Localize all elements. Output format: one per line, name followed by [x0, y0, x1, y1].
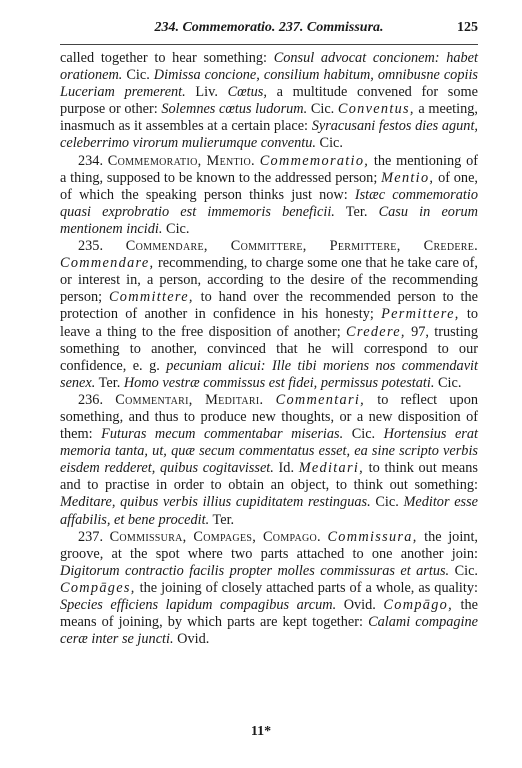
text-segment: recommending, to charge some one that he take care of, or interest in, a person, according to the desire of the recommending person; — [60, 255, 478, 306]
text-segment: Credere, — [346, 323, 406, 340]
paragraph-continued — [60, 50, 478, 153]
text-segment: Commentari, — [275, 391, 365, 408]
text-segment: Ovid. — [173, 631, 210, 648]
text-segment: Calami compagine ceræ inter se juncti. — [60, 614, 478, 648]
text-segment: Cic. — [315, 135, 343, 152]
text-segment: to think out means and to practise in order to obtain an object, to think out something: — [60, 460, 478, 494]
text-segment: 97, trusting something to another, convinced that he will correspond to our confidence, e. g. — [60, 323, 478, 374]
text-segment: Meditor esse affabilis, et bene procedit. — [60, 494, 479, 528]
text-segment: Compāges, — [60, 579, 136, 596]
page-body — [60, 50, 478, 648]
text-segment: Cic. — [162, 220, 190, 237]
text-segment: the mentioning of a thing, supposed to be known to the addressed person; — [60, 152, 478, 186]
text-segment: Cœtus, — [227, 84, 267, 101]
text-segment: Commentari, Meditari. — [115, 391, 264, 408]
text-segment: Commissura, — [327, 528, 418, 545]
text-segment: of one, of which the speaking person thinks just now: — [60, 169, 478, 203]
entry-237 — [60, 529, 478, 649]
text-segment: a meeting, inasmuch as it assembles at a certain place: — [60, 101, 478, 135]
text-segment: Consul advocat concionem: habet orationem. — [60, 50, 479, 84]
text-segment: 235. — [78, 238, 126, 255]
text-segment: Homo vestræ commissus est fidei, permissus potestati. — [123, 374, 435, 391]
text-segment: Commemoratio, — [259, 152, 370, 169]
text-segment: pecuniam alicui: Ille tibi moriens nos commendavit senex. — [60, 357, 478, 391]
text-segment: 234. — [78, 152, 108, 169]
text-segment: Cic. — [370, 494, 404, 511]
text-segment: Conventus, — [337, 101, 415, 118]
text-segment: Species efficiens lapidum compagibus arcum. — [60, 597, 337, 613]
text-segment: Digitorum contractio facilis propter molles commissuras et artus. — [60, 562, 450, 579]
header-rule — [60, 44, 478, 45]
text-segment: Hortensius erat memoria tanta, ut, quæ secum commentatus esset, ea sine scripto verbis eisdem redderet, quibus cogitavisset. — [60, 426, 478, 477]
text-segment: Syracusani festos dies agunt, celeberrimo virorum mulierumque conventu. — [60, 118, 478, 152]
text-segment: Istæc commemoratio quasi exprobratio est immemoris beneficii. — [60, 186, 478, 220]
text-segment: Casu in eorum mentionem incidi. — [60, 203, 478, 237]
running-header — [60, 20, 478, 36]
text-segment: called together to hear something: — [60, 50, 274, 66]
entry-235 — [60, 238, 478, 392]
text-segment: 236. — [78, 391, 116, 408]
text-segment: Id. — [273, 460, 299, 477]
text-segment: Ter. — [334, 203, 379, 220]
text-segment: to reflect upon something, and thus to produce new thoughts, or a new disposition of them: — [60, 391, 479, 443]
text-segment: a multitude convened for some purpose or other: — [60, 84, 478, 118]
entry-234 — [60, 153, 478, 238]
text-segment: Commissura, Compages, Compago. — [109, 528, 321, 545]
text-segment: Commendare, Committere, Permittere, Credere. — [125, 238, 479, 255]
text-segment: Solemnes cœtus ludorum. — [161, 101, 308, 118]
text-segment: Cic. — [122, 67, 154, 84]
text-segment: to hand over the recommended person to the protection of another in confidence in his honesty; — [60, 289, 478, 323]
text-segment: Cic. — [307, 101, 338, 118]
signature-mark: 11* — [250, 724, 272, 739]
text-segment: the joint, groove, at the spot where two parts attached to one another join: — [60, 528, 478, 562]
text-segment: Cic. — [434, 374, 462, 391]
text-segment: Dimissa concione, consilium habitum, omnibusne copiis Luceriam premerent. — [60, 67, 478, 101]
text-segment: Committere, — [108, 289, 194, 306]
text-segment: Cic. — [343, 426, 384, 443]
text-segment: Compāgo, — [383, 597, 453, 613]
text-segment: Ter. — [95, 374, 124, 391]
header-section-range: 234. Commemoratio. 237. Commissura. — [154, 20, 384, 35]
text-segment: Meditare, quibus verbis illius cupiditatem restinguas. — [60, 494, 371, 511]
entry-236 — [60, 392, 478, 529]
text-segment: Ovid. — [336, 597, 384, 613]
text-segment: Permittere, — [381, 306, 460, 323]
text-segment: Commemoratio, Mentio. — [107, 152, 255, 169]
text-segment: the joining of closely attached parts of a whole, as quality: — [135, 579, 478, 596]
text-segment: Cic. — [449, 562, 478, 579]
text-segment — [263, 392, 275, 408]
text-segment: Commendare, — [60, 255, 155, 272]
text-segment: Ter. — [209, 511, 235, 528]
text-segment: Meditari, — [298, 460, 364, 477]
text-segment: Mentio, — [381, 169, 435, 186]
text-segment: the means of joining, by which parts are kept together: — [60, 597, 478, 631]
text-segment: Futuras mecum commentabar miserias. — [101, 426, 344, 443]
text-segment: Liv. — [185, 84, 228, 101]
text-segment: to leave a thing to the free disposition of another; — [60, 306, 478, 340]
page-number: 125 — [457, 20, 478, 35]
text-segment: 237. — [78, 528, 110, 545]
